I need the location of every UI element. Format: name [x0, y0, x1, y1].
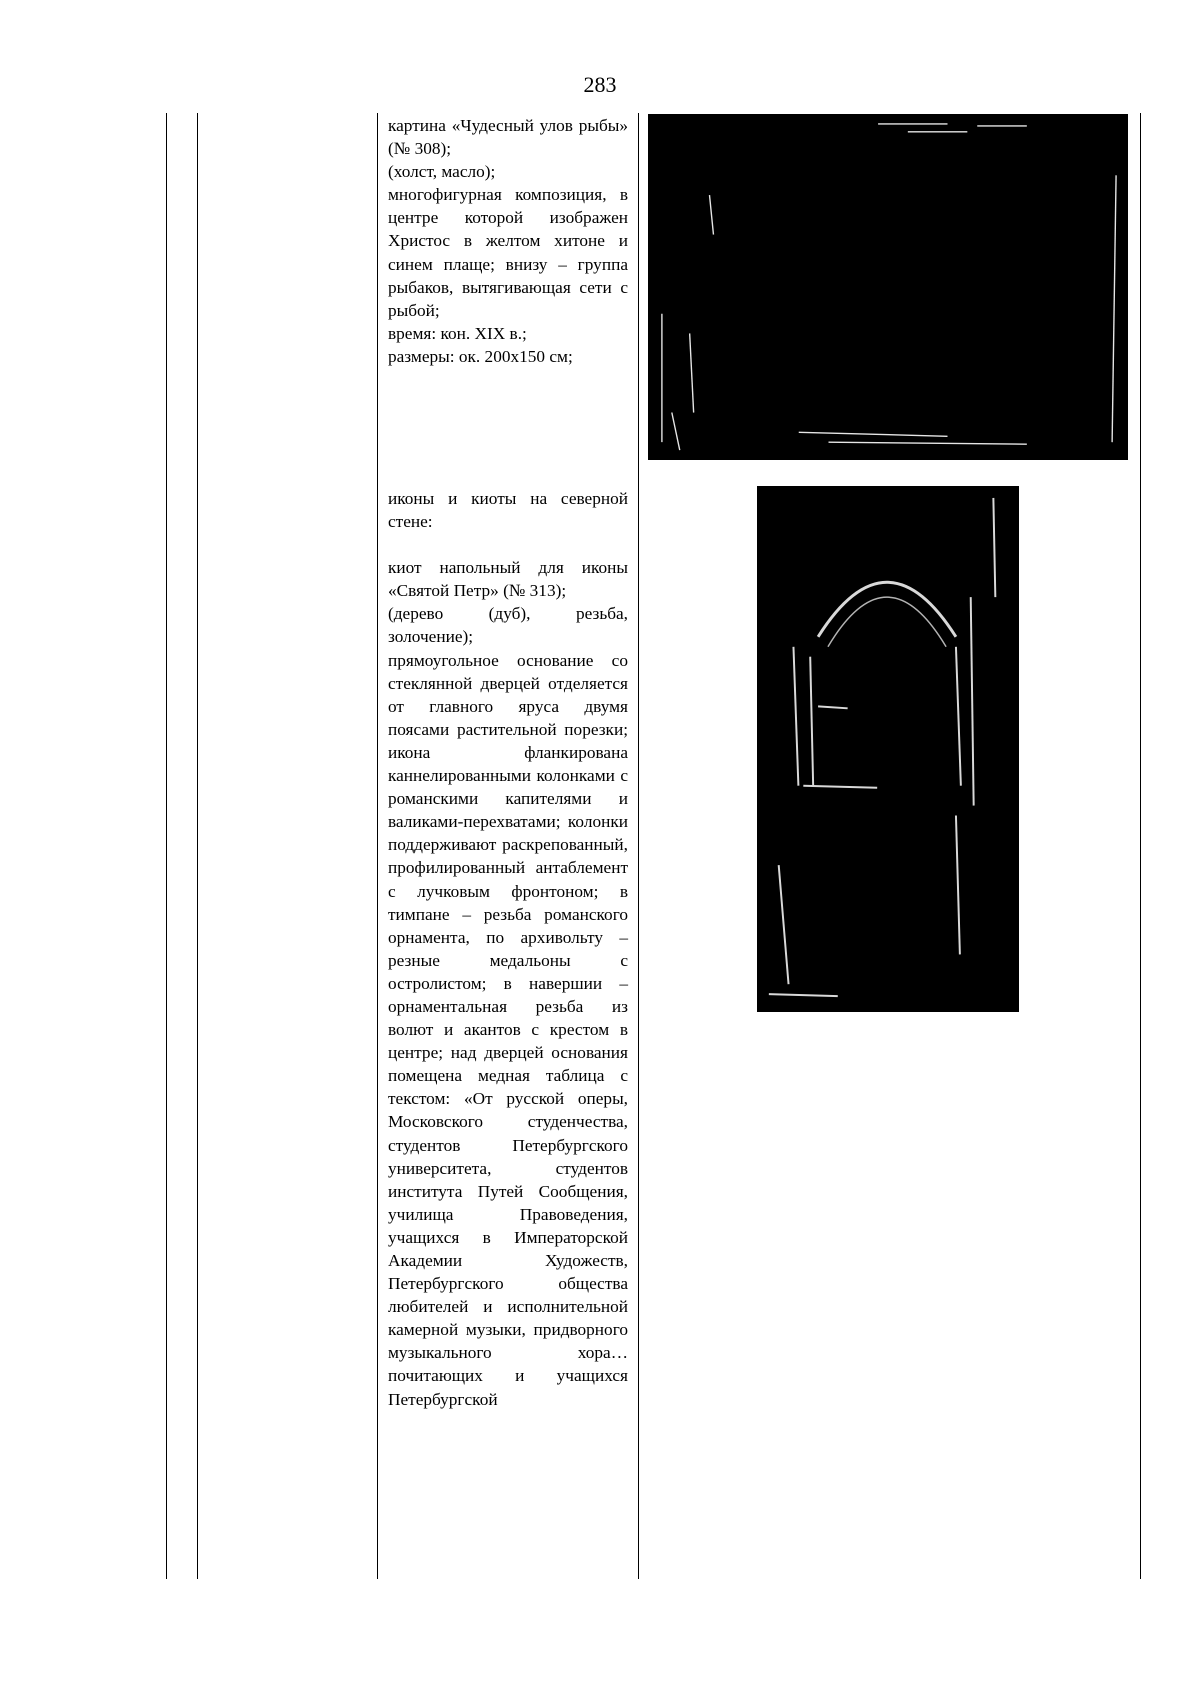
kiot-photo-icon	[759, 488, 1017, 1010]
kiot-title: киот напольный для иконы «Святой Петр» (№ 313);	[388, 558, 628, 601]
painting-material: (холст, масло);	[388, 162, 496, 182]
painting-photo	[648, 114, 1128, 460]
table-border-right	[1140, 113, 1141, 1579]
table-border-left-outer	[166, 113, 167, 1579]
kiot-material: (дерево (дуб), резьба, золочение);	[388, 604, 628, 647]
painting-size: размеры: ок. 200х150 см;	[388, 346, 573, 366]
painting-description	[388, 114, 628, 368]
kiot-photo	[757, 486, 1019, 1012]
table-border-left-inner	[197, 113, 198, 1579]
table-column-divider-1	[377, 113, 378, 1579]
table-column-divider-2	[638, 113, 639, 1579]
painting-title: картина «Чудесный улов рыбы» (№ 308);	[388, 116, 628, 159]
painting-date: время: кон. XIX в.;	[388, 323, 527, 343]
painting-composition: многофигурная композиция, в центре которой изображен Христос в желтом хитоне и синем плаще; внизу – группа рыбаков, вытягивающая сети с рыбой;	[388, 185, 628, 320]
page-number: 283	[583, 72, 617, 97]
kiot-description	[388, 487, 628, 1411]
kiot-heading: иконы и киоты на северной стене:	[388, 489, 628, 532]
kiot-detail-text: прямоугольное основание со стеклянной дверцей отделяется от главного яруса двумя поясами растительной порезки; икона фланкирована каннелированными колонками с романскими капителями и валиками-перехватами; колонки поддерживают раскрепованный, профилированный антаблемент с лучковым фронтоном; в тимпане – резьба романского орнамента, по архивольту – резные медальоны с остролистом; в навершии – орнаментальная резьба из волют и акантов с крестом в центре; над дверцей основания помещена медная таблица с текстом: «От русской оперы, Московского студенчества, студентов Петербургского университета, студентов института Путей Сообщения, училища Правоведения, учащихся в Императорской Академии Художеств, Петербургского общества любителей и исполнительной камерной музыки, придворного музыкального хора…почитающих и учащихся Петербургской	[388, 650, 628, 1409]
painting-photo-icon	[650, 116, 1126, 458]
